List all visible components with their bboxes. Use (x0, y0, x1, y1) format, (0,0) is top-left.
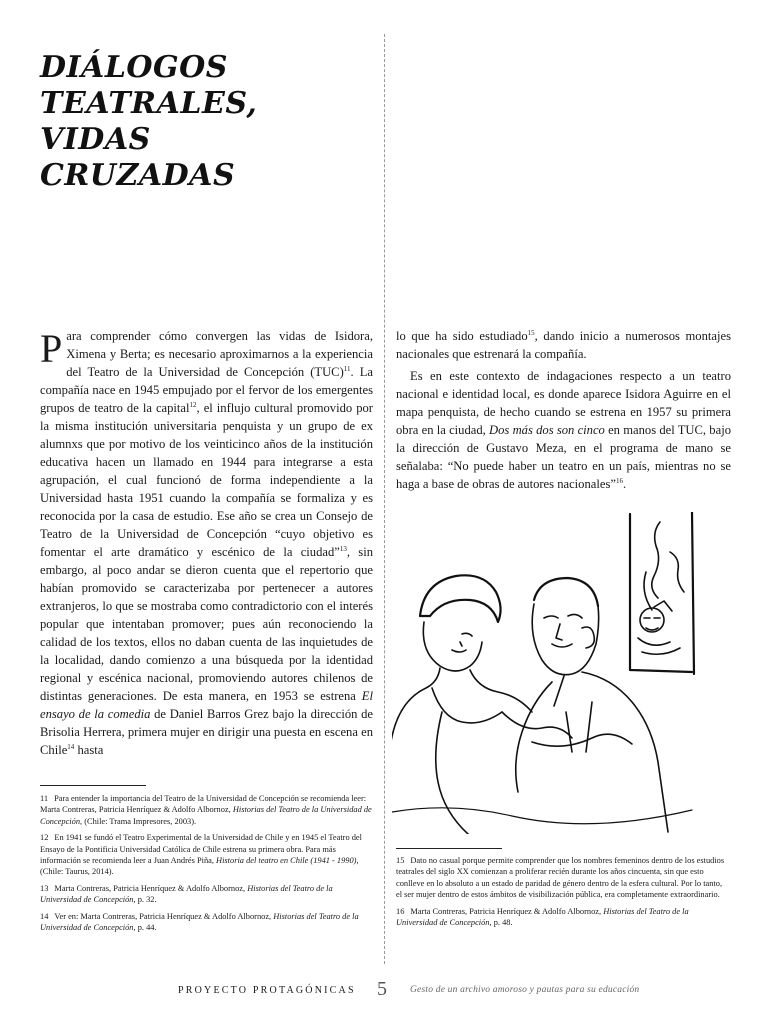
play-title: Dos más dos son cinco (489, 423, 605, 437)
footnote-rule (40, 785, 146, 786)
footnote-rule (396, 848, 502, 849)
footnote: 11 Para entender la importancia del Teatro de la Universidad de Concepción se recomienda leer: Marta Contreras, Patricia Henríquez & Adolfo Albornoz, Historias del Teatro de la Universidad de Concepción, (Chile: Trama Impresores, 2003). (40, 794, 372, 826)
footnote: 15 Dato no casual porque permite comprender que los nombres femeninos dentro de los estudios teatrales del siglo XX comienzan a proliferar recién durante los años cincuenta, sin que esto conlleve en lo absoluto a un estado de paridad de género dentro de la esfera cultural. Por lo tanto, el ser mujer dentro de estos ámbitos de visibilización pública, era completamente extraordinario. (396, 856, 725, 900)
title-line: TEATRALES, (40, 86, 258, 121)
footnote: 16 Marta Contreras, Patricia Henríquez & Adolfo Albornoz, Historias del Teatro de la Universidad de Concepción, p. 48. (396, 906, 689, 928)
left-column (40, 327, 373, 759)
woman-figure (392, 575, 572, 834)
footnote-ref: 14 (67, 742, 75, 751)
body-paragraph: lo que ha sido estudiado$^{15}$, dando inicio a numerosos montajes nacionales que estrenará la compañía. (396, 328, 731, 361)
footer-subtitle: Gesto de un archivo amoroso y pautas para su educación (410, 985, 640, 995)
footnote-ref: 13 (339, 544, 347, 553)
footnote: 12 En 1941 se fundó el Teatro Experimental de la Universidad de Chile y en 1945 el Teatro del Ensayo de la Pontificia Universidad Católica de Chile estrena su primera obra. Para más información se recomienda leer a Juan Andrés Piña, Historia del teatro en Chile (1941 - 1990), (Chile: Taurus, 2014). (40, 833, 362, 877)
footnote-ref: 12 (189, 400, 197, 409)
footer-project-name: PROYECTO PROTAGÓNICAS (178, 985, 356, 996)
footnotes-left (40, 793, 375, 938)
footnote-ref: 11 (343, 364, 351, 373)
footnote-ref: 16 (615, 476, 623, 485)
play-title: El ensayo de la comedia (40, 689, 373, 721)
title-line: DIÁLOGOS (40, 50, 228, 85)
right-column (396, 327, 731, 493)
title-line: VIDAS (40, 122, 151, 157)
footnote-ref: 15 (527, 328, 535, 337)
title-line: CRUZADAS (40, 158, 236, 193)
column-divider (384, 34, 385, 964)
footnote: 13 Marta Contreras, Patricia Henríquez & Adolfo Albornoz, Historias del Teatro de la Universidad de Concepción, p. 32. (40, 883, 333, 905)
page-number: 5 (377, 978, 387, 1000)
footnote: 14 Ver en: Marta Contreras, Patricia Henríquez & Adolfo Albornoz, Historias del Teatro de la Universidad de Concepción, p. 44. (40, 911, 359, 933)
body-paragraph: Para comprender cómo convergen las vidas de Isidora, Ximena y Berta; es necesario aproximarnos a la experiencia del Teatro de la Universidad de Concepción (TUC)$^{11}$. La compañía nace en 1945 empujado por el fervor de los emergentes grupos de teatro de la capital$^{12}$, el influjo cultural promovido por la misma institución universitaria penquista y un grupo de ex alumnxs que por motivo de los veinticinco años de la institución educativa hacen un llamado en 1944 para integrarse a esta agrupación, el cual funcionó de forma independiente a la Universidad hasta 1951 cuando la compañía se formaliza y es reconocida por la casa de estudio. Ese año se crea un Consejo de Teatro de la Universidad de Concepción “cuyo objetivo es fomentar el arte dramático y escénico de la ciudad”$^{13}$, sin embargo, al poco andar se dieron cuenta que el repertorio que habían promovido se caracterizaba por pertenecer a autores extranjeros, lo que se mostraba como contradictorio con el interés popular que intentaban promover; pues aún reconociendo la calidad de los textos, ellos no daban cuenta de las inquietudes de la localidad, dando comienzo a una búsqueda por la identidad regional y escénica nacional, promoviendo autores chilenos de distintas generaciones. De esta manera, en 1953 se estrena El ensayo de la comedia de Daniel Barros Grez bajo la dirección de Brisolia Herrera, primera mujer en dirigir una puesta en escena en Chile$^{14}$ hasta (40, 326, 374, 757)
wall-poster (630, 512, 694, 674)
drop-cap: P (40, 326, 63, 371)
man-figure (516, 578, 668, 832)
footnotes-right (396, 855, 728, 933)
body-paragraph: Es en este contexto de indagaciones respecto a un teatro nacional e identidad local, es donde aparece Isidora Aguirre en el mapa penquista, de hecho cuando se estrena en 1957 su primera obra en la ciudad, Dos más dos son cinco en manos del TUC, bajo la dirección de Gustavo Meza, en el programa de mano se señalaba: “No puede haber un teatro en un país, mientras no se haga a base de obras de autores nacionales”$^{16}$. (396, 369, 731, 491)
couple-illustration (392, 512, 724, 834)
page-title (40, 50, 360, 194)
